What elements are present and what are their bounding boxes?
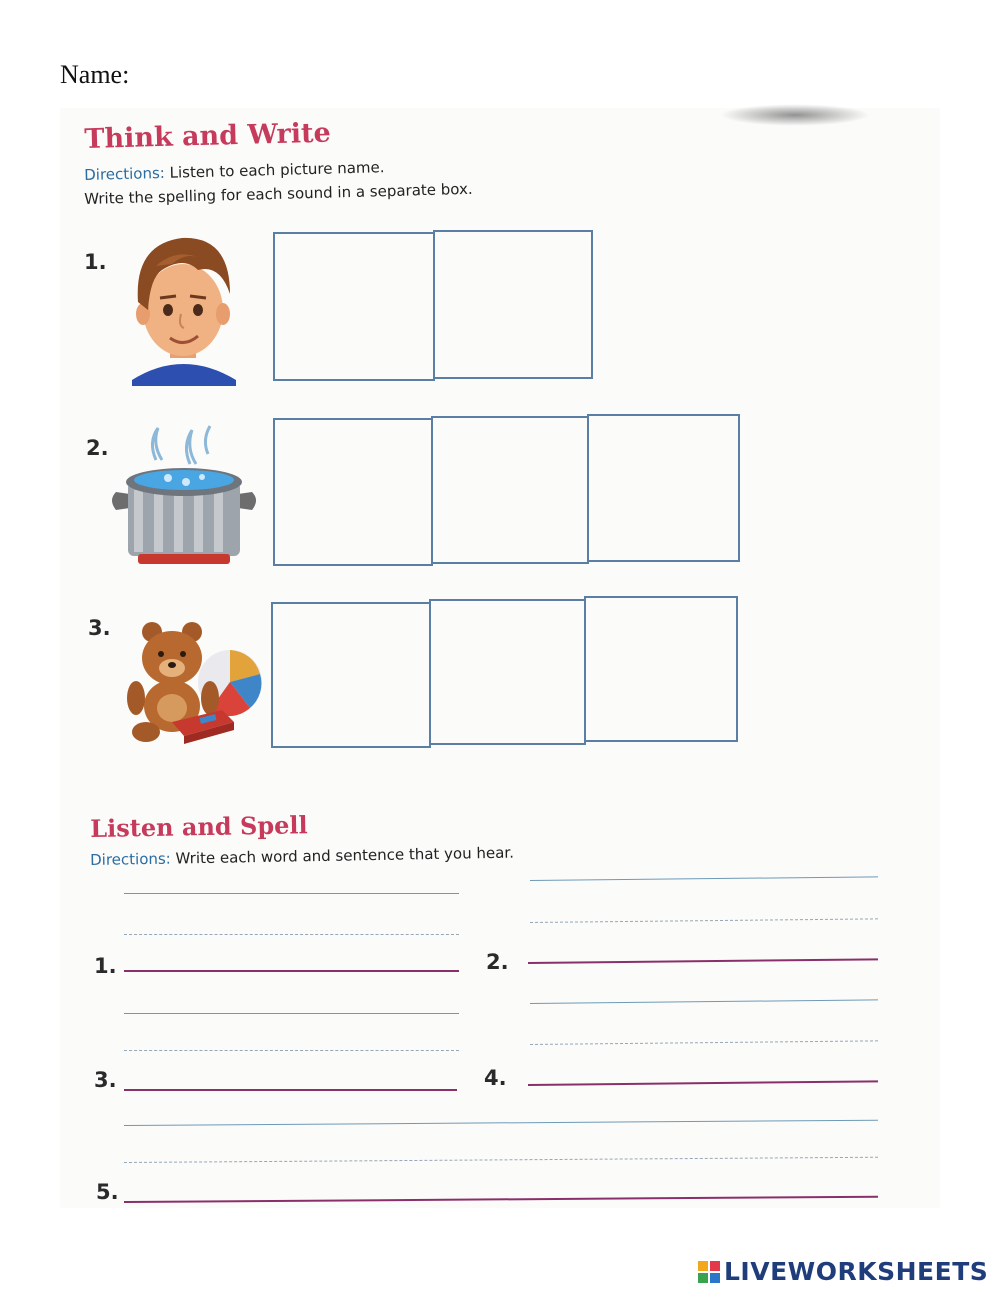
answer-line-1[interactable] [124,970,459,972]
item-3-box-1[interactable] [271,602,431,748]
teddy-bear-toys-picture [118,618,266,748]
boy-face-picture [126,230,241,386]
guide-mid-line [124,1050,459,1051]
listen-and-spell-title: Listen and Spell [90,810,308,843]
guide-top-line [124,1013,459,1014]
answer-line-3[interactable] [124,1089,457,1091]
spell-number-3: 3. [94,1068,117,1092]
directions-label: Directions: [84,163,166,184]
item-2-box-3[interactable] [587,414,740,562]
logo-blocks-icon [698,1261,720,1283]
spell-number-5: 5. [96,1180,119,1204]
scan-shadow [720,104,870,126]
boiling-pot-picture [108,420,260,568]
item-2-box-2[interactable] [431,416,589,564]
item-1-box-1[interactable] [273,232,435,381]
spell-number-2: 2. [486,950,509,974]
item-3-box-2[interactable] [429,599,586,745]
logo-text: LIVEWORKSHEETS [724,1257,989,1286]
item-3-number: 3. [88,616,111,640]
item-1-box-2[interactable] [433,230,593,379]
guide-top-line [124,893,459,894]
directions-label: Directions: [90,849,171,869]
spell-number-4: 4. [484,1066,507,1090]
think-write-directions-line2: Write the spelling for each sound in a separate box. [84,179,473,208]
item-2-number: 2. [86,436,109,460]
spell-number-1: 1. [94,954,117,978]
directions-text: Listen to each picture name. [164,158,385,182]
directions-text: Write each word and sentence that you hear. [170,843,515,868]
item-2-box-1[interactable] [273,418,433,566]
guide-mid-line [124,934,459,935]
item-3-box-3[interactable] [584,596,738,742]
think-and-write-title: Think and Write [84,117,332,155]
name-label: Name: [60,60,130,89]
item-1-number: 1. [84,250,107,274]
